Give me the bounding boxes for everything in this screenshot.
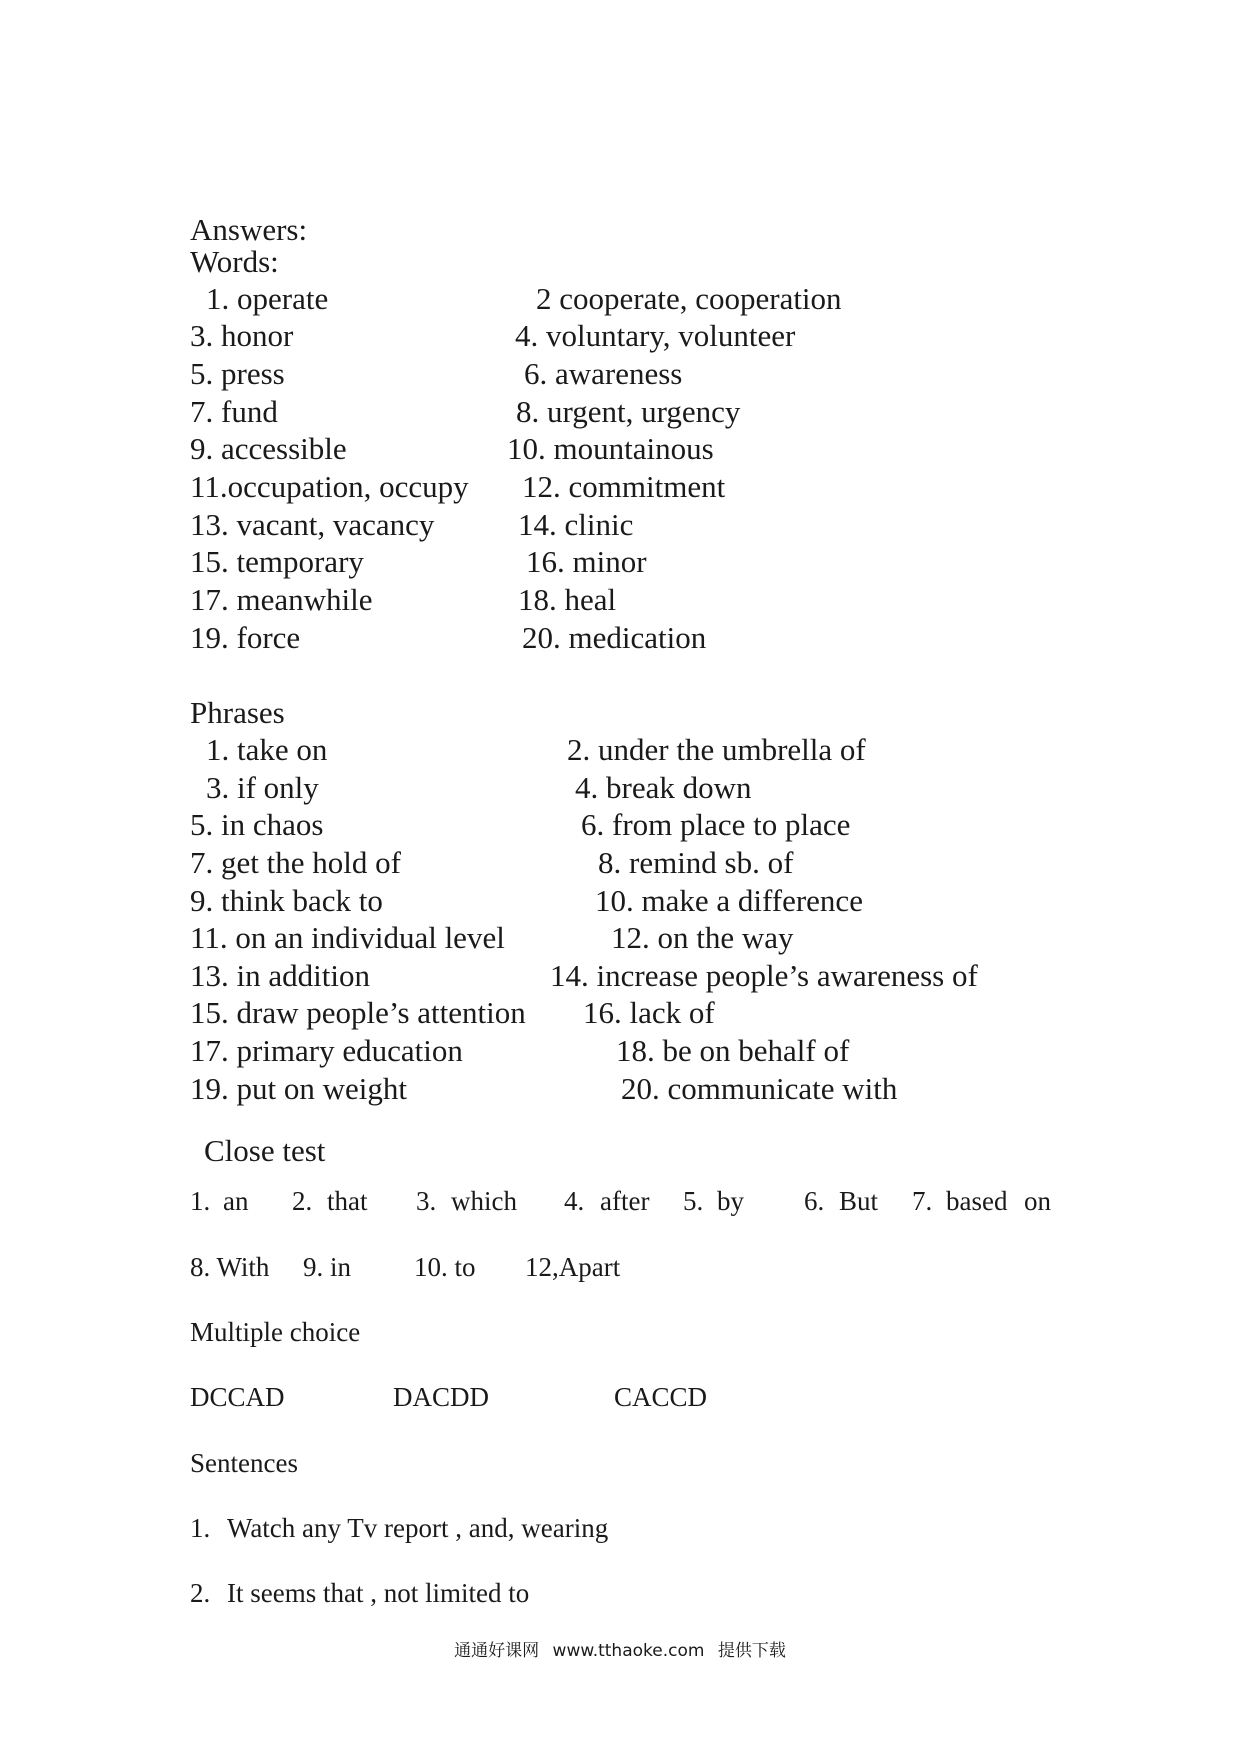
phrase-item: 14. increase people’s awareness of xyxy=(550,958,978,993)
multiple-choice-group: DACDD xyxy=(393,1382,490,1412)
words-heading: Words: xyxy=(190,244,279,279)
close-test-answer: on xyxy=(1024,1186,1051,1216)
footer-site-name: 通通好课网 xyxy=(454,1641,540,1661)
close-test-answer: 2. xyxy=(292,1186,313,1216)
phrase-item: 6. from place to place xyxy=(581,807,851,842)
word-item: 12. commitment xyxy=(522,469,726,504)
phrase-item: 2. under the umbrella of xyxy=(567,732,866,767)
phrases-heading: Phrases xyxy=(190,695,285,730)
phrase-item: 17. primary education xyxy=(190,1033,463,1068)
close-test-answer: 12,Apart xyxy=(525,1252,621,1282)
close-test-answer: 3. xyxy=(416,1186,437,1216)
word-item: 18. heal xyxy=(518,582,617,617)
word-item: 10. mountainous xyxy=(507,431,714,466)
word-item: 11.occupation, occupy xyxy=(190,469,469,504)
word-item: 1. operate xyxy=(206,281,329,316)
word-item: 16. minor xyxy=(526,544,647,579)
phrase-item: 18. be on behalf of xyxy=(616,1033,850,1068)
sentences-heading: Sentences xyxy=(190,1448,298,1478)
phrase-item: 19. put on weight xyxy=(190,1071,407,1106)
close-test-answer: 6. xyxy=(804,1186,825,1216)
close-test-answer: after xyxy=(600,1186,650,1216)
word-item: 7. fund xyxy=(190,394,278,429)
phrase-item: 16. lack of xyxy=(583,995,715,1030)
close-test-answer: 10. to xyxy=(414,1252,476,1282)
multiple-choice-group: CACCD xyxy=(614,1382,708,1412)
close-test-answer: 1. xyxy=(190,1186,211,1216)
sentence-number: 1. xyxy=(190,1513,211,1543)
word-item: 13. vacant, vacancy xyxy=(190,507,435,542)
phrase-item: 10. make a difference xyxy=(595,883,863,918)
close-test-answer: which xyxy=(451,1186,517,1216)
phrase-item: 15. draw people’s attention xyxy=(190,995,526,1030)
word-item: 19. force xyxy=(190,620,301,655)
multiple-choice-group: DCCAD xyxy=(190,1382,285,1412)
phrase-item: 20. communicate with xyxy=(621,1071,898,1106)
close-test-answer: 5. xyxy=(683,1186,704,1216)
word-item: 9. accessible xyxy=(190,431,347,466)
sentence-number: 2. xyxy=(190,1578,211,1608)
word-item: 15. temporary xyxy=(190,544,364,579)
page-footer xyxy=(0,1636,1240,1661)
close-test-answer: But xyxy=(839,1186,879,1216)
phrase-item: 1. take on xyxy=(206,732,328,767)
phrase-item: 7. get the hold of xyxy=(190,845,401,880)
phrase-item: 3. if only xyxy=(206,770,319,805)
phrase-item: 12. on the way xyxy=(611,920,794,955)
word-item: 5. press xyxy=(190,356,285,391)
close-test-answer: 8. With xyxy=(190,1252,270,1282)
word-item: 17. meanwhile xyxy=(190,582,373,617)
word-item: 14. clinic xyxy=(518,507,634,542)
word-item: 6. awareness xyxy=(524,356,683,391)
footer-url[interactable]: www.tthaoke.com xyxy=(552,1641,705,1661)
word-item: 8. urgent, urgency xyxy=(516,394,741,429)
close-test-answer: by xyxy=(717,1186,744,1216)
word-item: 2 cooperate, cooperation xyxy=(536,281,842,316)
phrase-item: 8. remind sb. of xyxy=(598,845,794,880)
word-item: 3. honor xyxy=(190,318,294,353)
phrase-item: 13. in addition xyxy=(190,958,370,993)
phrase-item: 11. on an individual level xyxy=(190,920,505,955)
phrase-item: 4. break down xyxy=(575,770,752,805)
close-test-answer: that xyxy=(327,1186,368,1216)
close-test-answer: an xyxy=(223,1186,249,1216)
close-test-heading: Close test xyxy=(204,1133,326,1168)
close-test-answer: based xyxy=(946,1186,1008,1216)
close-test-answer: 7. xyxy=(912,1186,933,1216)
multiple-choice-heading: Multiple choice xyxy=(190,1317,361,1347)
close-test-answer: 4. xyxy=(564,1186,585,1216)
footer-note: 提供下载 xyxy=(717,1641,786,1661)
close-test-answer: 9. in xyxy=(303,1252,352,1282)
word-item: 4. voluntary, volunteer xyxy=(515,318,796,353)
phrase-item: 9. think back to xyxy=(190,883,383,918)
sentence-text: It seems that , not limited to xyxy=(227,1578,530,1608)
word-item: 20. medication xyxy=(522,620,707,655)
phrase-item: 5. in chaos xyxy=(190,807,324,842)
sentence-text: Watch any Tv report , and, wearing xyxy=(227,1513,609,1543)
answers-label: Answers: xyxy=(190,212,308,247)
